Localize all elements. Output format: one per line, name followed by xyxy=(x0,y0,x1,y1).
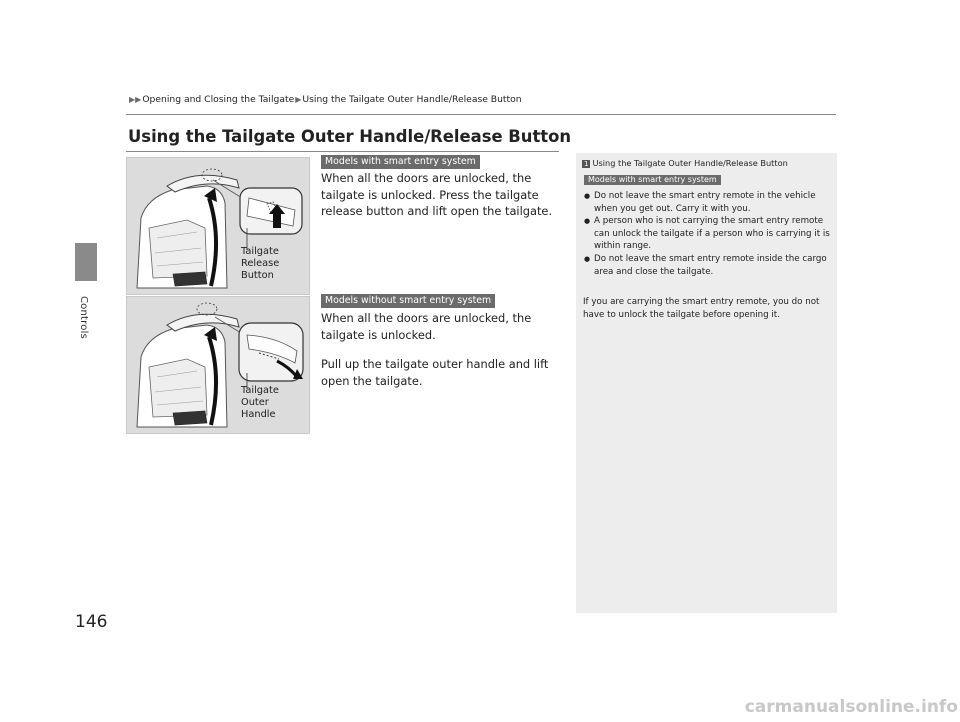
breadcrumb-arrow-icon: ▶▶ xyxy=(129,95,142,104)
note-bullet: ● Do not leave the smart entry remote in the vehicle when you get out. Carry it with you. xyxy=(584,190,834,215)
breadcrumb-item[interactable]: Using the Tailgate Outer Handle/Release Button xyxy=(302,94,522,105)
car-rear-open-tailgate-image xyxy=(127,297,309,433)
car-rear-open-tailgate-image xyxy=(127,158,309,294)
note-paragraph: If you are carrying the smart entry remote, you do not have to unlock the tailgate before opening it. xyxy=(583,297,820,320)
note-bullet: ● A person who is not carrying the smart entry remote can unlock the tailgate if a person who is carrying it is within range. xyxy=(584,215,834,253)
breadcrumb-item[interactable]: Opening and Closing the Tailgate xyxy=(142,94,295,105)
note-heading xyxy=(582,158,788,168)
note-model-badge: Models with smart entry system xyxy=(584,175,721,185)
tailgate-outer-handle-illustration xyxy=(126,296,310,434)
page-title: Using the Tailgate Outer Handle/Release Button xyxy=(128,127,572,146)
instruction-paragraph: When all the doors are unlocked, the tailgate is unlocked. Press the tailgate release button and lift open the tailgate. xyxy=(321,171,553,219)
breadcrumb-arrow-icon: ▶ xyxy=(295,95,302,104)
breadcrumb xyxy=(128,94,522,105)
note-marker: 1 xyxy=(584,160,589,168)
model-badge: Models without smart entry system xyxy=(321,294,495,308)
note-bullet: ● Do not leave the smart entry remote inside the cargo area and close the tailgate. xyxy=(584,253,834,278)
figure-label: Tailgate Outer Handle xyxy=(241,385,279,420)
section-tab-label: Controls xyxy=(78,296,89,339)
page-number: 146 xyxy=(75,612,108,632)
watermark-text: carmanualsonline.info xyxy=(744,697,958,717)
section-rule xyxy=(126,151,559,152)
tailgate-release-illustration xyxy=(126,157,310,295)
instruction-paragraph: When all the doors are unlocked, the tailgate is unlocked. xyxy=(321,311,532,342)
note-bullet-list xyxy=(584,190,834,278)
section-tab-marker xyxy=(75,243,97,281)
model-badge: Models with smart entry system xyxy=(321,155,480,169)
header-rule xyxy=(126,114,836,115)
figure-label: Tailgate Release Button xyxy=(241,246,280,281)
note-heading-text: Using the Tailgate Outer Handle/Release Button xyxy=(592,158,788,168)
instruction-paragraph: Pull up the tailgate outer handle and lift open the tailgate. xyxy=(321,357,549,388)
